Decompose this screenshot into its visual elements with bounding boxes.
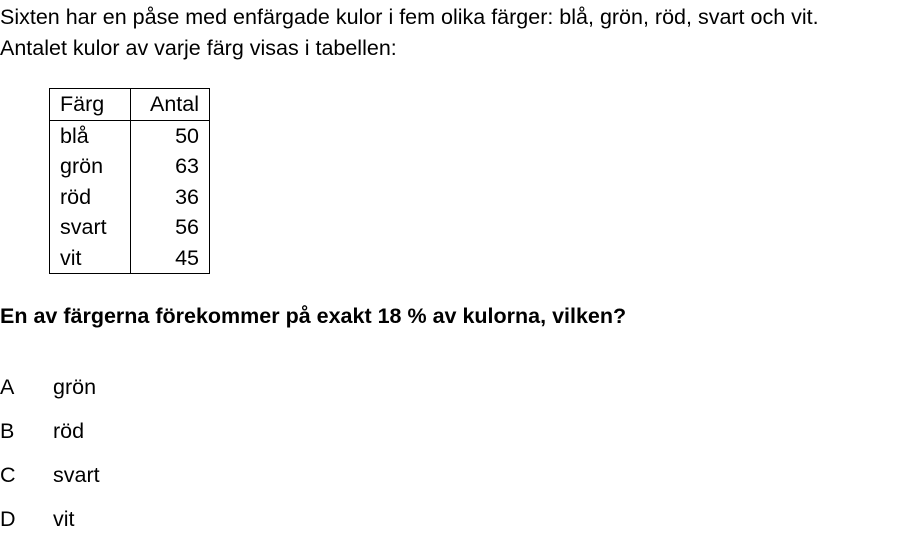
intro-line-1: Sixten har en påse med enfärgade kulor i fem olika färger: blå, grön, röd, svart och vit. <box>0 5 819 29</box>
table-row <box>50 243 210 274</box>
option-letter: A <box>0 375 15 399</box>
cell-color: svart <box>50 212 131 243</box>
question-text: En av färgerna förekommer på exakt 18 % av kulorna, vilken? <box>0 304 627 328</box>
cell-color: blå <box>50 120 131 151</box>
table-header-row <box>50 89 210 121</box>
cell-count: 36 <box>175 184 199 209</box>
table-row <box>50 151 210 182</box>
color-count-table <box>49 88 210 274</box>
option-letter: D <box>0 507 16 531</box>
intro-text <box>0 2 819 64</box>
option-text: svart <box>53 463 100 487</box>
option-letter: B <box>0 419 15 443</box>
cell-color: vit <box>50 243 131 274</box>
header-color: Färg <box>50 89 131 121</box>
table-row <box>50 182 210 213</box>
option-text: vit <box>53 507 75 531</box>
cell-count: 56 <box>175 215 199 240</box>
header-count: Antal <box>131 89 210 121</box>
cell-count: 63 <box>175 154 199 179</box>
option-letter: C <box>0 463 16 487</box>
option-text: grön <box>53 375 97 399</box>
table-row <box>50 212 210 243</box>
cell-color: röd <box>50 182 131 213</box>
cell-color: grön <box>50 151 131 182</box>
intro-line-2: Antalet kulor av varje färg visas i tabellen: <box>0 36 397 60</box>
cell-count: 50 <box>175 123 199 148</box>
cell-count: 45 <box>175 245 199 270</box>
table-row <box>50 120 210 151</box>
option-text: röd <box>53 419 85 443</box>
